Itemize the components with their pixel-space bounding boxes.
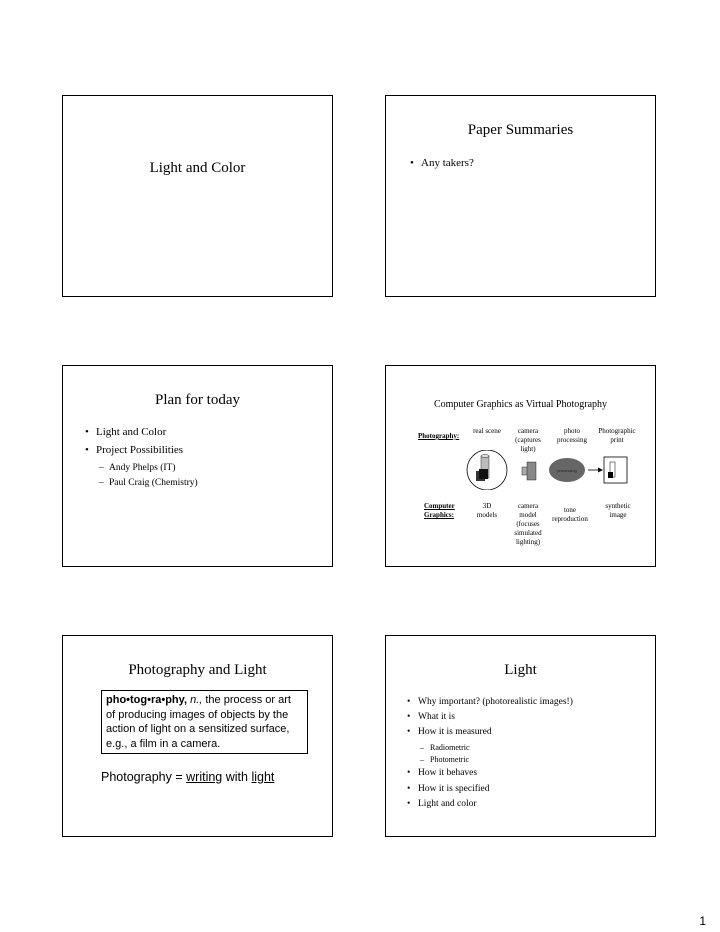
word-writing: writing <box>186 770 223 784</box>
slide-6-bullet: • How it is measured <box>418 727 492 737</box>
slide-2-title: Paper Summaries <box>467 122 574 138</box>
cg-step-camera-model: camera model (focuses simulated lighting) <box>514 502 542 546</box>
definition-box <box>101 690 308 754</box>
slide-5-title: Photography and Light <box>128 662 267 678</box>
slide-5 <box>62 635 333 837</box>
slide-6-subbullet: – Radiometric <box>430 743 470 752</box>
slide-6-bullet: • How it is specified <box>418 784 490 794</box>
slide-6 <box>385 635 656 837</box>
slide-3-title: Plan for today <box>155 392 240 408</box>
print-frame <box>604 457 627 483</box>
cg-step-models: 3D models <box>476 502 498 519</box>
print-cube <box>608 472 613 478</box>
slide-6-bullet: • How it behaves <box>418 768 477 778</box>
definition-term: pho•tog•ra•phy, <box>106 694 188 706</box>
slide-6-bullet: • Why important? (photorealistic images!) <box>418 697 573 707</box>
slide-3-bullet: • Light and Color <box>96 426 166 438</box>
slide-4-title: Computer Graphics as Virtual Photography <box>433 399 608 410</box>
computer-graphics-label: Computer Graphics: <box>424 502 455 519</box>
photo-step-camera: camera (captures light) <box>515 427 541 453</box>
slide-3-subbullet: – Andy Phelps (IT) <box>109 463 176 473</box>
cg-step-image: synthetic image <box>605 502 631 519</box>
photo-step-scene: real scene <box>473 427 501 435</box>
word-light: light <box>251 770 275 784</box>
photography-equation: Photography = writing with light <box>101 770 275 784</box>
slide-2-bullet: • Any takers? <box>421 157 474 169</box>
processing-label: processing <box>557 468 577 473</box>
pipeline-diagram <box>462 450 632 490</box>
slide-3-bullet: • Project Possibilities <box>96 444 183 456</box>
slide-6-title: Light <box>504 662 537 678</box>
camera-body <box>527 462 536 480</box>
arrow-head <box>598 468 603 473</box>
definition-pos: n., <box>190 694 203 706</box>
slide-1 <box>62 95 333 297</box>
photo-step-print: Photographic print <box>598 427 636 444</box>
cg-step-tone: tone reproduction <box>552 506 588 523</box>
slide-1-title: Light and Color <box>149 160 246 176</box>
slide-4 <box>385 365 656 567</box>
slide-6-bullet: • Light and color <box>418 799 477 809</box>
slide-3 <box>62 365 333 567</box>
photo-step-processing: photo processing <box>557 427 587 444</box>
slide-6-bullet: • What it is <box>418 712 455 722</box>
slide-3-subbullet: – Paul Craig (Chemistry) <box>109 478 198 488</box>
definition-text: the process or art of producing images of objects by the action of light on a sensitized surface, e.g., a film in a camera. <box>106 694 291 750</box>
page-number: 1 <box>699 914 706 928</box>
slide-2 <box>385 95 656 297</box>
slide-6-subbullet: – Photometric <box>430 755 469 764</box>
photography-label: Photography: <box>418 432 460 440</box>
